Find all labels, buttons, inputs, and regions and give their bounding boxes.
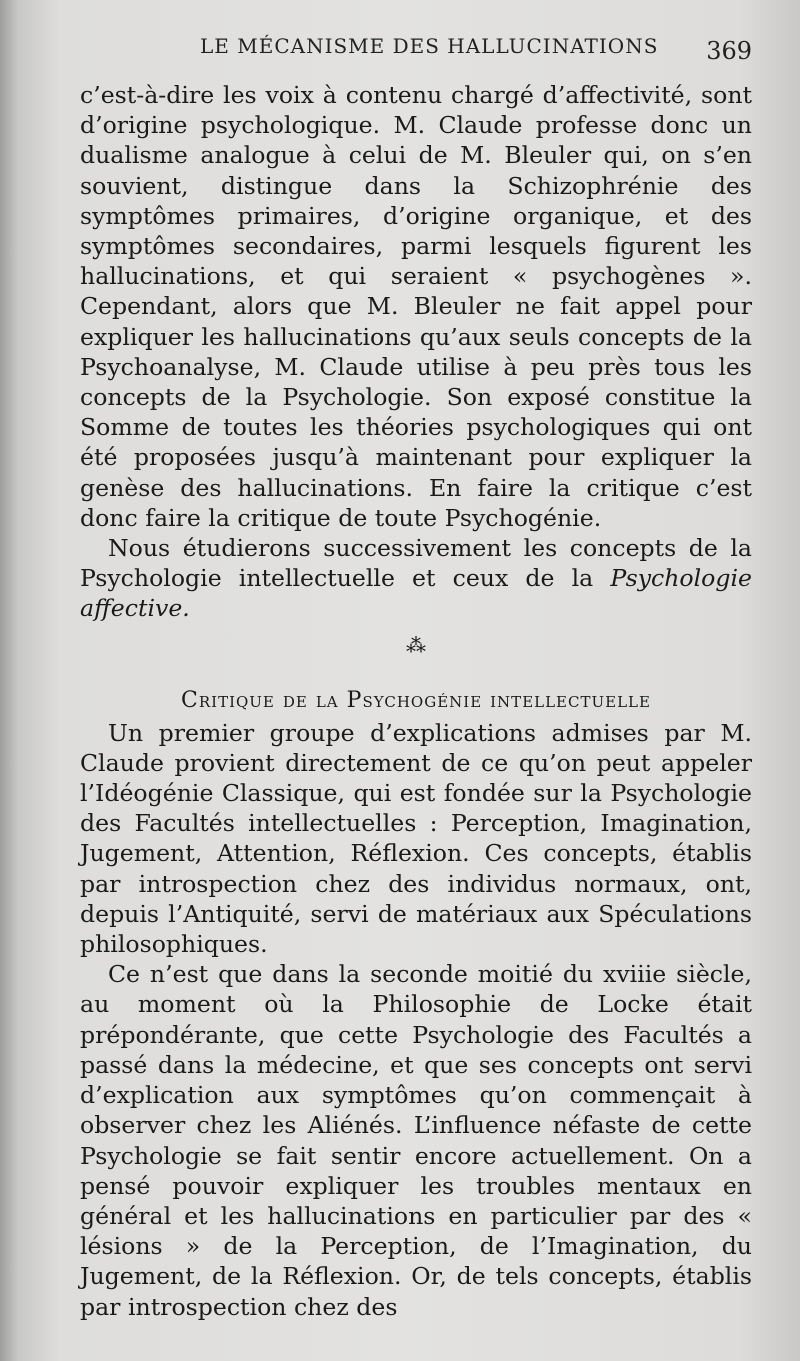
section-heading: Critique de la Psychogénie intellectuelle <box>181 687 651 713</box>
paragraph-plan-italic: Psychologie affective. <box>80 564 752 623</box>
running-title: LE MÉCANISME DES HALLUCINATIONS <box>200 34 659 58</box>
paragraph-plan-text: Nous étudierons successivement les concepts de la Psychologie intellectuelle et ceux de la <box>80 534 752 593</box>
paragraph-facultes: Ce n’est que dans la seconde moitié du xviiie siècle, au moment où la Philosophie de Locke était prépondérante, que cette Psychologie des Facultés a passé dans la médecine, et que ses concepts ont servi d’explication aux symptômes qu’on commençait à observer chez les Aliénés. L’influence néfaste de cette Psychologie se fait sentir encore actuellement. On a pensé pouvoir expliquer les troubles mentaux en général et les hallucinations en particulier par des « lésions » de la Perception, de l’Imagination, du Jugement, de la Réflexion. Or, de tels concepts, établis par introspection chez des <box>80 960 752 1321</box>
page-number: 369 <box>706 37 752 65</box>
paragraph-ideogenie: Un premier groupe d’explications admises par M. Claude provient directement de ce qu’on peut appeler l’Idéogénie Classique, qui est fondée sur la Psychologie des Facultés intellectuelles : Perception, Imagination, Jugement, Attention, Réflexion. Ces concepts, établis par introspection chez des individus normaux, ont, depuis l’Antiquité, servi de matériaux aux Spéculations philosophiques. <box>80 718 752 959</box>
asterism-ornament: ⁂ <box>406 632 426 657</box>
text-block <box>80 80 752 1322</box>
paragraph-plan <box>80 533 752 624</box>
paragraph-continued: c’est-à-dire les voix à contenu chargé d’affectivité, sont d’origine psychologique. M. Claude professe donc un dualisme analogue à celui de M. Bleuler qui, on s’en souvient, distingue dans la Schizophrénie des symptômes primaires, d’origine organique, et des symptômes secondaires, parmi lesquels figurent les hallucinations, et qui seraient « psychogènes ». Cependant, alors que M. Bleuler ne fait appel pour expliquer les hallucinations qu’aux seuls concepts de la Psychoanalyse, M. Claude utilise à peu près tous les concepts de la Psychologie. Son exposé constitue la Somme de toutes les théories psychologiques qui ont été proposées jusqu’à maintenant pour expliquer la genèse des hallucinations. En faire la critique c’est donc faire la critique de toute Psychogénie. <box>80 81 752 532</box>
